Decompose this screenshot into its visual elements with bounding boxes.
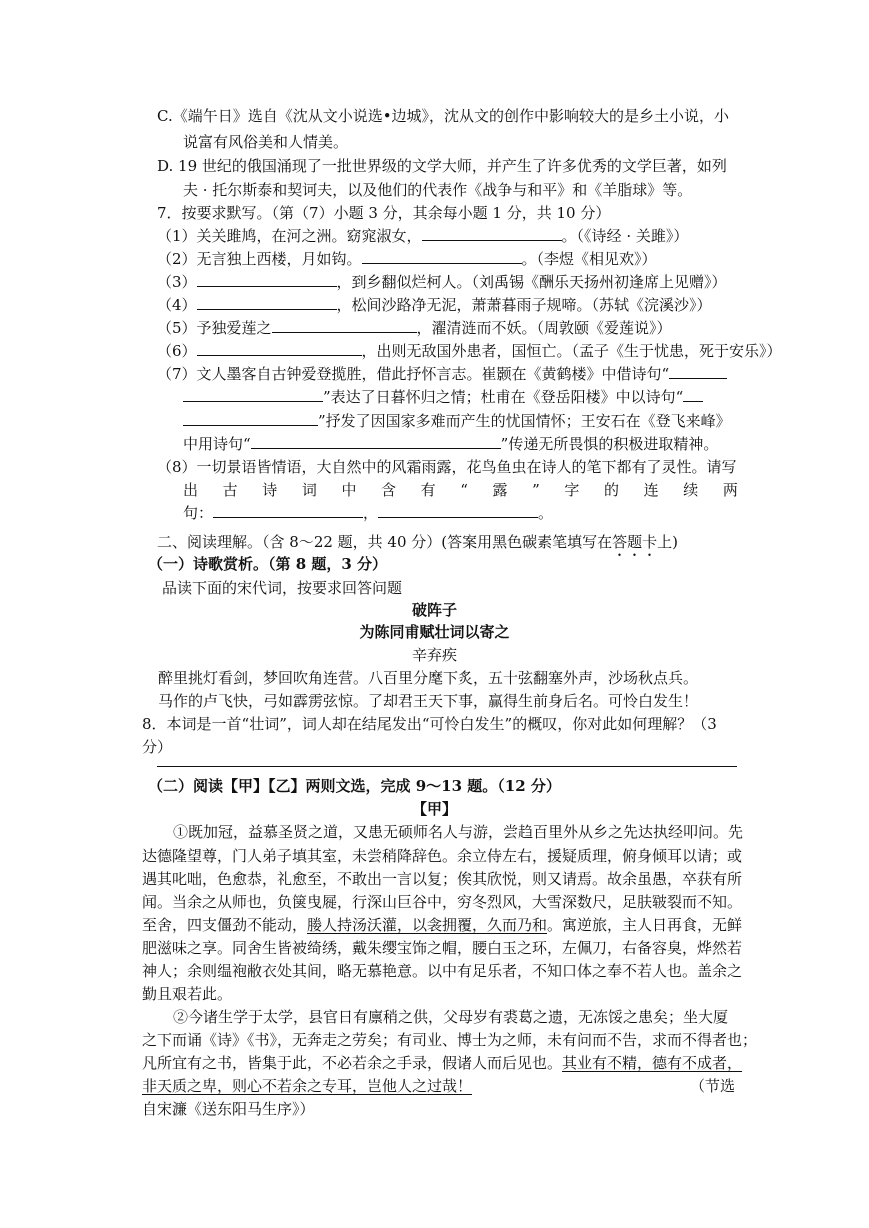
passage-p1-line8: 勤且艰若此。 bbox=[142, 985, 233, 1003]
q7-item-7-line4: 中用诗句“ ”传递无所畏惧的积极进取精神。 bbox=[183, 435, 719, 453]
answer-blank[interactable] bbox=[362, 248, 522, 264]
answer-blank[interactable] bbox=[422, 225, 562, 241]
answer-blank[interactable] bbox=[197, 271, 337, 287]
q7-item-8-line2: 出 古 诗 词 中 含 有 “ 露 ” 字 的 连 续 两 bbox=[183, 481, 738, 499]
answer-blank[interactable] bbox=[683, 386, 703, 402]
answer-blank[interactable] bbox=[183, 386, 323, 402]
q7-item-7-line1: （7）文人墨客自古钟爱登揽胜，借此抒怀言志。崔颢在《黄鹤楼》中借诗句“ bbox=[157, 362, 727, 386]
answer-blank[interactable] bbox=[197, 340, 362, 356]
q7-item-8-line3: 句： ， 。 bbox=[183, 504, 554, 522]
question-7-title: 7．按要求默写。（第（7）小题 3 分，其余每小题 1 分，共 10 分） bbox=[157, 204, 611, 222]
passage-p1-line7: 神人；余则缊袍敝衣处其间，略无慕艳意。以中有足乐者，不知口体之奉不若人也。盖余之 bbox=[142, 962, 743, 980]
section-2-title: （二）阅读【甲】【乙】两则文选，完成 9～13 题。（12 分） bbox=[148, 777, 561, 795]
q7-item-2: （2）无言独上西楼，月如钩。 。（李煜《相见欢》） bbox=[157, 250, 657, 268]
passage-p2-line4 bbox=[142, 1074, 472, 1098]
answer-blank[interactable] bbox=[183, 410, 318, 426]
q7-item-6: （6） ，出则无敌国外患者，国恒亡。（孟子《生于忧患，死于安乐》） bbox=[157, 342, 782, 360]
q7-item-4: （4） ，松间沙路净无泥，萧萧暮雨子规啼。（苏轼《浣溪沙》） bbox=[157, 296, 712, 314]
passage-p1-line1: ①既加冠，益慕圣贤之道，又患无硕师名人与游，尝趋百里外从乡之先达执经叩问。先 bbox=[173, 823, 744, 841]
poem-author: 辛弃疾 bbox=[411, 646, 457, 664]
passage-source-prefix: （节选 bbox=[690, 1077, 736, 1095]
passage-jia-label: 【甲】 bbox=[411, 800, 457, 818]
passage-p1-line5: 至舍，四支僵劲不能动，媵人持汤沃灌，以衾拥覆，久而乃和。寓逆旅，主人日再食，无鲜 bbox=[142, 916, 743, 934]
q7-item-1: （1）关关雎鸠，在河之洲。窈窕淑女， 。（《诗经 · 关雎》） bbox=[157, 227, 689, 245]
passage-p1-line3: 遇其叱咄，色愈恭，礼愈至，不敢出一言以复；俟其欣悦，则又请焉。故余虽愚，卒获有所 bbox=[142, 870, 743, 888]
passage-p2-line2: 之下而诵《诗》《书》，无奔走之劳矣；有司业、博士为之师，未有问而不告，求而不得者也； bbox=[142, 1031, 758, 1049]
passage-p1-line2: 达德隆望尊，门人弟子填其室，未尝稍降辞色。余立侍左右，援疑质理，俯身倾耳以请；或 bbox=[142, 847, 743, 865]
question-8-line2: 分） bbox=[142, 738, 173, 756]
answer-blank[interactable] bbox=[251, 433, 501, 449]
q7-item-7-line3: ”抒发了因国家多难而产生的忧国情怀；王安石在《登飞来峰》 bbox=[183, 409, 731, 433]
passage-p1-line4: 闻。当余之从师也，负箧曳屣，行深山巨谷中，穷冬烈风，大雪深数尺，足肤皲裂而不知。 bbox=[142, 893, 743, 911]
q7-item-5: （5）予独爱莲之 ，濯清涟而不妖。（周敦颐《爱莲说》） bbox=[157, 319, 672, 337]
section-1-intro: 品读下面的宋代词，按要求回答问题 bbox=[162, 579, 403, 597]
q7-item-7-line2: ”表达了日暮怀归之情；杜甫在《登岳阳楼》中以诗句“ bbox=[183, 385, 703, 409]
question-8-line1: 8．本词是一首“壮词”，词人却在结尾发出“可怜白发生”的概叹，你对此如何理解？（3 bbox=[142, 715, 717, 733]
passage-source: 自宋濂《送东阳马生序》） bbox=[142, 1100, 315, 1118]
underlined-sentence: 非天质之卑，则心不若余之专耳，岂他人之过哉！ bbox=[142, 1077, 473, 1095]
answer-line[interactable] bbox=[157, 766, 737, 767]
q7-item-3: （3） ，到乡翻似烂柯人。（刘禹锡《酬乐天扬州初逢席上见赠》） bbox=[157, 273, 727, 291]
answer-blank[interactable] bbox=[272, 317, 417, 333]
poem-line-1: 醉里挑灯看剑，梦回吹角连营。八百里分麾下炙，五十弦翻塞外声，沙场秋点兵。 bbox=[158, 669, 699, 687]
option-d-line1: D. 19 世纪的俄国涌现了一批世界级的文学大师，并产生了许多优秀的文学巨著，如列 bbox=[157, 157, 727, 175]
passage-p1-line6: 肥滋味之享。同舍生皆被绮绣，戴朱缨宝饰之帽，腰白玉之环，左佩刀，右备容臭，烨然若 bbox=[142, 939, 743, 957]
poem-subtitle: 为陈同甫赋壮词以寄之 bbox=[359, 623, 510, 641]
q7-item-8-line1: （8）一切景语皆情语，大自然中的风霜雨露，花鸟鱼虫在诗人的笔下都有了灵性。请写 bbox=[157, 458, 737, 476]
underlined-sentence: 媵人持汤沃灌，以衾拥覆，久而乃和 bbox=[307, 916, 548, 934]
option-d-line2: 夫 · 托尔斯泰和契诃夫，以及他们的代表作《战争与和平》和《羊脂球》等。 bbox=[183, 181, 693, 199]
section-1-title: （一）诗歌赏析。（第 8 题，3 分） bbox=[148, 555, 388, 573]
answer-blank[interactable] bbox=[197, 294, 337, 310]
answer-blank[interactable] bbox=[378, 502, 538, 518]
poem-line-2: 马作的卢飞快，弓如霹雳弦惊。了却君王天下事，赢得生前身后名。可怜白发生！ bbox=[158, 692, 699, 710]
answer-blank[interactable] bbox=[669, 363, 727, 379]
passage-p2-line1: ②今诸生学于太学，县官日有廪稍之供，父母岁有裘葛之遗，无冻馁之患矣；坐大厦 bbox=[173, 1008, 729, 1026]
underlined-sentence: 其业有不精，德有不成者， bbox=[562, 1054, 743, 1072]
passage-p2-line3: 凡所宜有之书，皆集于此，不必若余之手录，假诸人而后见也。其业有不精，德有不成者， bbox=[142, 1054, 743, 1072]
answer-blank[interactable] bbox=[213, 502, 363, 518]
part-2-title: 二、阅读理解。（含 8～22 题，共 40 分）(答案用黑色碳素笔填写在答题卡上) bbox=[157, 533, 679, 551]
option-c-line2: 说富有风俗美和人情美。 bbox=[183, 133, 349, 151]
poem-title: 破阵子 bbox=[411, 601, 457, 619]
option-c-line1: C.《端午日》选自《沈从文小说选•边城》，沈从文的创作中影响较大的是乡土小说，小 bbox=[157, 107, 730, 125]
